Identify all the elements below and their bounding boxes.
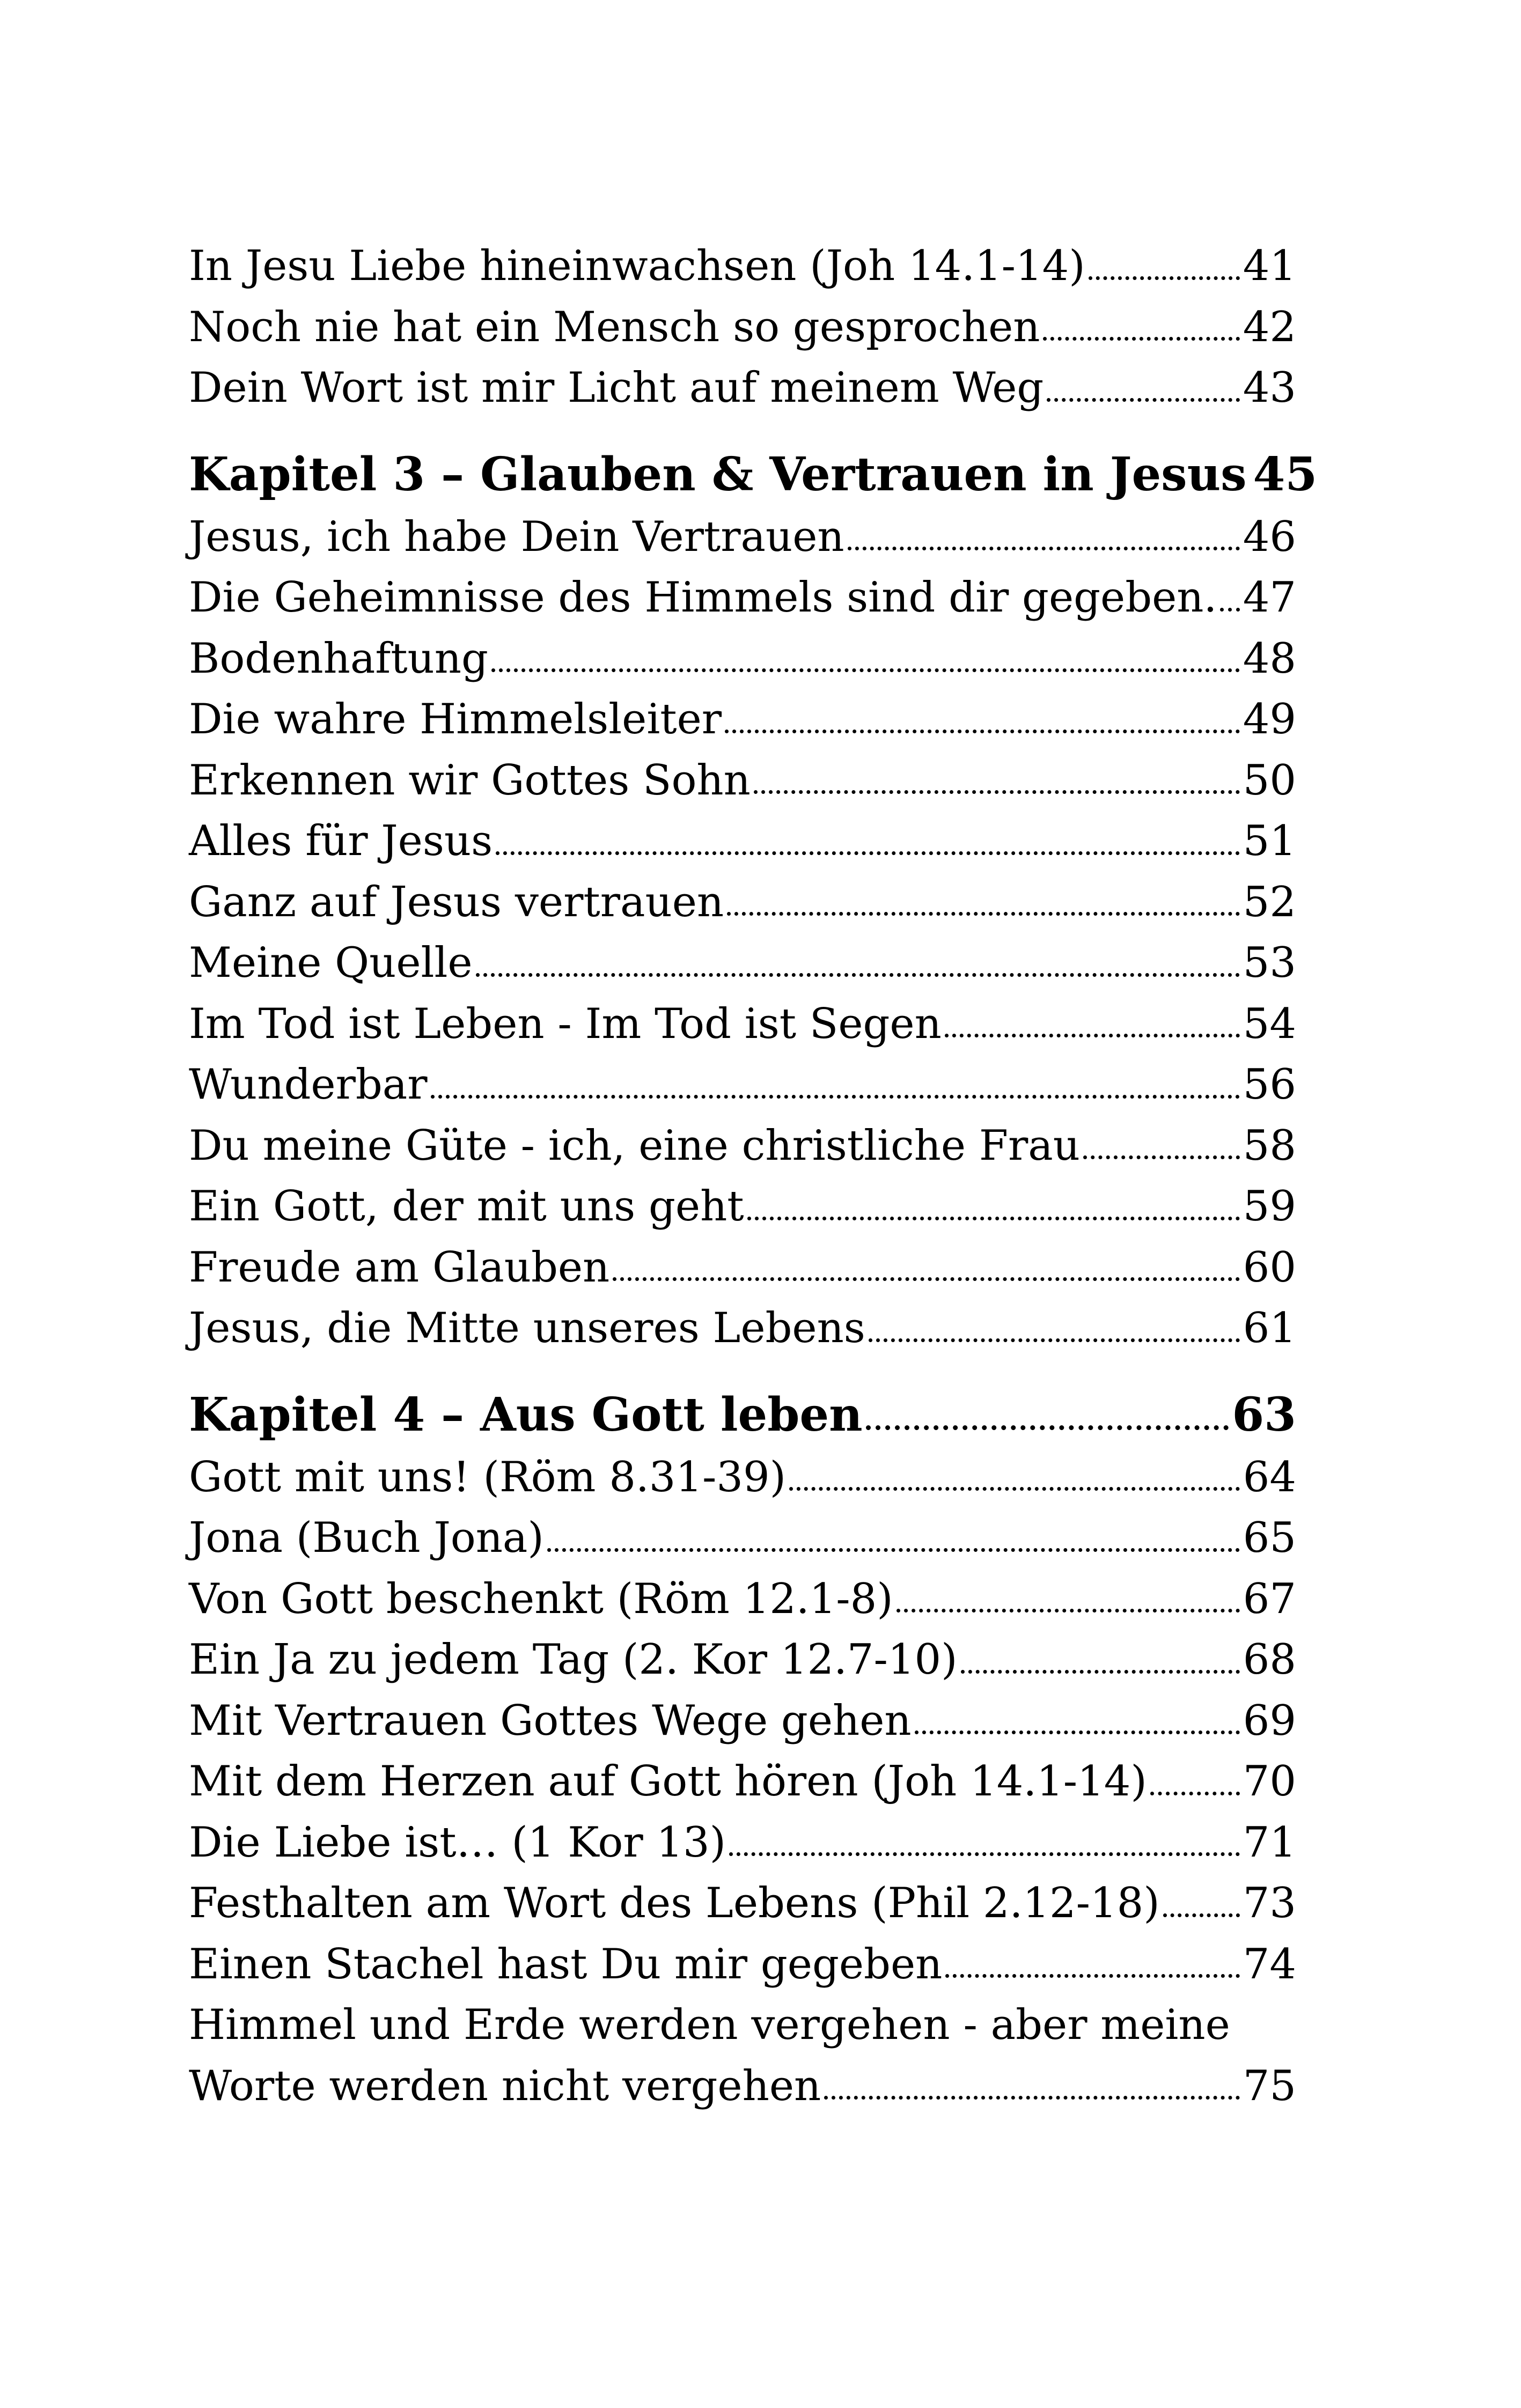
toc-entry[interactable] — [189, 1813, 1296, 1874]
dot-leader — [476, 973, 1240, 977]
toc-entry[interactable] — [189, 689, 1296, 750]
toc-entry-title: Die Liebe ist… (1 Kor 13) — [189, 1818, 726, 1867]
toc-entry[interactable] — [189, 1751, 1296, 1813]
toc-entry[interactable] — [189, 994, 1296, 1055]
toc-entry[interactable] — [189, 1630, 1296, 1691]
toc-entry[interactable] — [189, 629, 1296, 690]
toc-entry-page: 75 — [1243, 2061, 1296, 2110]
toc-entry[interactable] — [189, 1238, 1296, 1299]
dot-leader — [729, 1852, 1240, 1856]
dot-leader — [824, 2096, 1240, 2100]
dot-leader — [1047, 398, 1239, 402]
toc-entry-page: 54 — [1243, 999, 1296, 1048]
dot-leader — [754, 790, 1240, 794]
toc-entry[interactable] — [189, 1569, 1296, 1630]
dot-leader — [1163, 1913, 1240, 1917]
toc-entry-page: 51 — [1243, 817, 1296, 865]
table-of-contents — [189, 236, 1318, 2117]
toc-entry-title: Noch nie hat ein Mensch so gesprochen — [189, 303, 1040, 351]
toc-entry-page: 68 — [1243, 1636, 1296, 1684]
toc-entry-title: Gott mit uns! (Röm 8.31-39) — [189, 1453, 787, 1501]
toc-entry-page: 71 — [1243, 1818, 1296, 1867]
dot-leader — [1150, 1792, 1240, 1795]
toc-entry-title: Mit Vertrauen Gottes Wege gehen — [189, 1696, 912, 1745]
toc-entry-title: Einen Stachel hast Du mir gegeben — [189, 1940, 943, 1989]
toc-entry-page: 43 — [1243, 364, 1296, 412]
dot-leader — [1043, 337, 1239, 341]
toc-entry[interactable] — [189, 1055, 1296, 1116]
toc-entry[interactable] — [189, 1934, 1296, 1995]
toc-entry[interactable] — [189, 1298, 1296, 1359]
dot-leader — [725, 730, 1240, 733]
toc-entry[interactable] — [189, 297, 1296, 358]
toc-entry-page: 70 — [1243, 1757, 1296, 1806]
toc-entry[interactable] — [189, 872, 1296, 933]
toc-entry-page: 69 — [1243, 1696, 1296, 1745]
dot-leader — [897, 1609, 1240, 1612]
chapter-heading[interactable] — [189, 1383, 1296, 1447]
dot-leader — [747, 1217, 1240, 1220]
toc-entry-title: Alles für Jesus — [189, 817, 493, 865]
toc-entry[interactable] — [189, 236, 1296, 297]
dot-leader — [431, 1095, 1240, 1099]
toc-entry[interactable] — [189, 358, 1296, 419]
toc-entry-page: 52 — [1243, 878, 1296, 926]
toc-entry-page: 49 — [1243, 695, 1296, 743]
toc-entry-title: Wunderbar — [189, 1061, 428, 1109]
toc-entry-page: 74 — [1243, 1940, 1296, 1989]
dot-leader — [945, 1034, 1240, 1037]
toc-entry-title: Dein Wort ist mir Licht auf meinem Weg — [189, 364, 1044, 412]
toc-entry-title: Die wahre Himmelsleiter — [189, 695, 722, 743]
dot-leader — [915, 1730, 1240, 1734]
dot-leader — [491, 668, 1240, 672]
chapter-page: 45 — [1253, 447, 1318, 502]
dot-leader — [869, 1338, 1240, 1342]
dot-leader — [547, 1548, 1240, 1552]
toc-entry-page: 53 — [1243, 939, 1296, 987]
toc-entry[interactable] — [189, 1447, 1296, 1508]
toc-entry[interactable] — [189, 1176, 1296, 1238]
toc-entry-page: 61 — [1243, 1304, 1296, 1352]
toc-entry-page: 65 — [1243, 1514, 1296, 1562]
toc-entry-title: Jona (Buch Jona) — [189, 1514, 544, 1562]
toc-entry-page: 42 — [1243, 303, 1296, 351]
toc-entry-title: Ganz auf Jesus vertrauen — [189, 878, 724, 926]
dot-leader — [1220, 608, 1239, 612]
dot-leader — [789, 1487, 1240, 1491]
toc-entry-page: 59 — [1243, 1182, 1296, 1231]
toc-entry-title-line1: Himmel und Erde werden vergehen - aber meine — [189, 2001, 1230, 2049]
chapter-heading[interactable] — [189, 443, 1318, 507]
toc-entry-page: 47 — [1243, 573, 1296, 622]
toc-entry[interactable] — [189, 1873, 1296, 1934]
toc-entry-title: In Jesu Liebe hineinwachsen (Joh 14.1-14) — [189, 242, 1085, 290]
toc-entry-title: Jesus, ich habe Dein Vertrauen — [189, 512, 844, 561]
dot-leader — [848, 547, 1240, 550]
toc-entry-title: Im Tod ist Leben - Im Tod ist Segen — [189, 999, 942, 1048]
toc-entry[interactable] — [189, 568, 1296, 629]
toc-entry[interactable] — [189, 507, 1296, 568]
toc-entry-title: Jesus, die Mitte unseres Lebens — [189, 1304, 865, 1352]
toc-entry-title: Meine Quelle — [189, 939, 473, 987]
toc-entry-page: 56 — [1243, 1061, 1296, 1109]
toc-entry[interactable] — [189, 750, 1296, 812]
toc-entry[interactable] — [189, 1508, 1296, 1569]
toc-entry-title: Mit dem Herzen auf Gott hören (Joh 14.1-14) — [189, 1757, 1147, 1806]
dot-leader — [1089, 276, 1240, 280]
dot-leader — [866, 1425, 1229, 1430]
toc-entry-title: Du meine Güte - ich, eine christliche Frau — [189, 1121, 1081, 1170]
dot-leader — [961, 1670, 1240, 1674]
toc-entry-page: 50 — [1243, 756, 1296, 805]
toc-entry[interactable] — [189, 1116, 1296, 1177]
toc-entry-title-line2: Worte werden nicht vergehen — [189, 2061, 821, 2110]
toc-entry[interactable] — [189, 1691, 1296, 1752]
toc-entry-title: Erkennen wir Gottes Sohn — [189, 756, 751, 805]
toc-entry-page: 60 — [1243, 1243, 1296, 1292]
toc-entry-title: Freude am Glauben — [189, 1243, 610, 1292]
dot-leader — [727, 912, 1240, 916]
dot-leader — [613, 1277, 1239, 1281]
dot-leader — [496, 851, 1240, 855]
toc-entry-title: Bodenhaftung — [189, 634, 488, 683]
toc-entry-title: Festhalten am Wort des Lebens (Phil 2.12-18) — [189, 1879, 1160, 1927]
chapter-title: Kapitel 3 – Glauben & Vertrauen in Jesus — [189, 447, 1247, 502]
toc-entry-wrapped-line[interactable] — [189, 1995, 1296, 2056]
dot-leader — [945, 1974, 1239, 1978]
toc-entry-page: 64 — [1243, 1453, 1296, 1501]
toc-entry[interactable] — [189, 811, 1296, 872]
toc-entry-page: 73 — [1243, 1879, 1296, 1927]
toc-entry-page: 58 — [1243, 1121, 1296, 1170]
toc-entry-title: Von Gott beschenkt (Röm 12.1-8) — [189, 1574, 893, 1623]
toc-entry-page: 46 — [1243, 512, 1296, 561]
toc-entry[interactable] — [189, 933, 1296, 994]
chapter-title: Kapitel 4 – Aus Gott leben — [189, 1387, 863, 1442]
toc-entry-page: 41 — [1243, 242, 1296, 290]
toc-entry-page: 67 — [1243, 1574, 1296, 1623]
toc-entry[interactable] — [189, 2056, 1296, 2117]
chapter-page: 63 — [1232, 1387, 1296, 1442]
toc-entry-title: Ein Ja zu jedem Tag (2. Kor 12.7-10) — [189, 1636, 958, 1684]
toc-entry-title: Die Geheimnisse des Himmels sind dir gegeben. — [189, 573, 1217, 622]
dot-leader — [1083, 1155, 1240, 1159]
toc-entry-page: 48 — [1243, 634, 1296, 683]
toc-entry-title: Ein Gott, der mit uns geht — [189, 1182, 744, 1231]
